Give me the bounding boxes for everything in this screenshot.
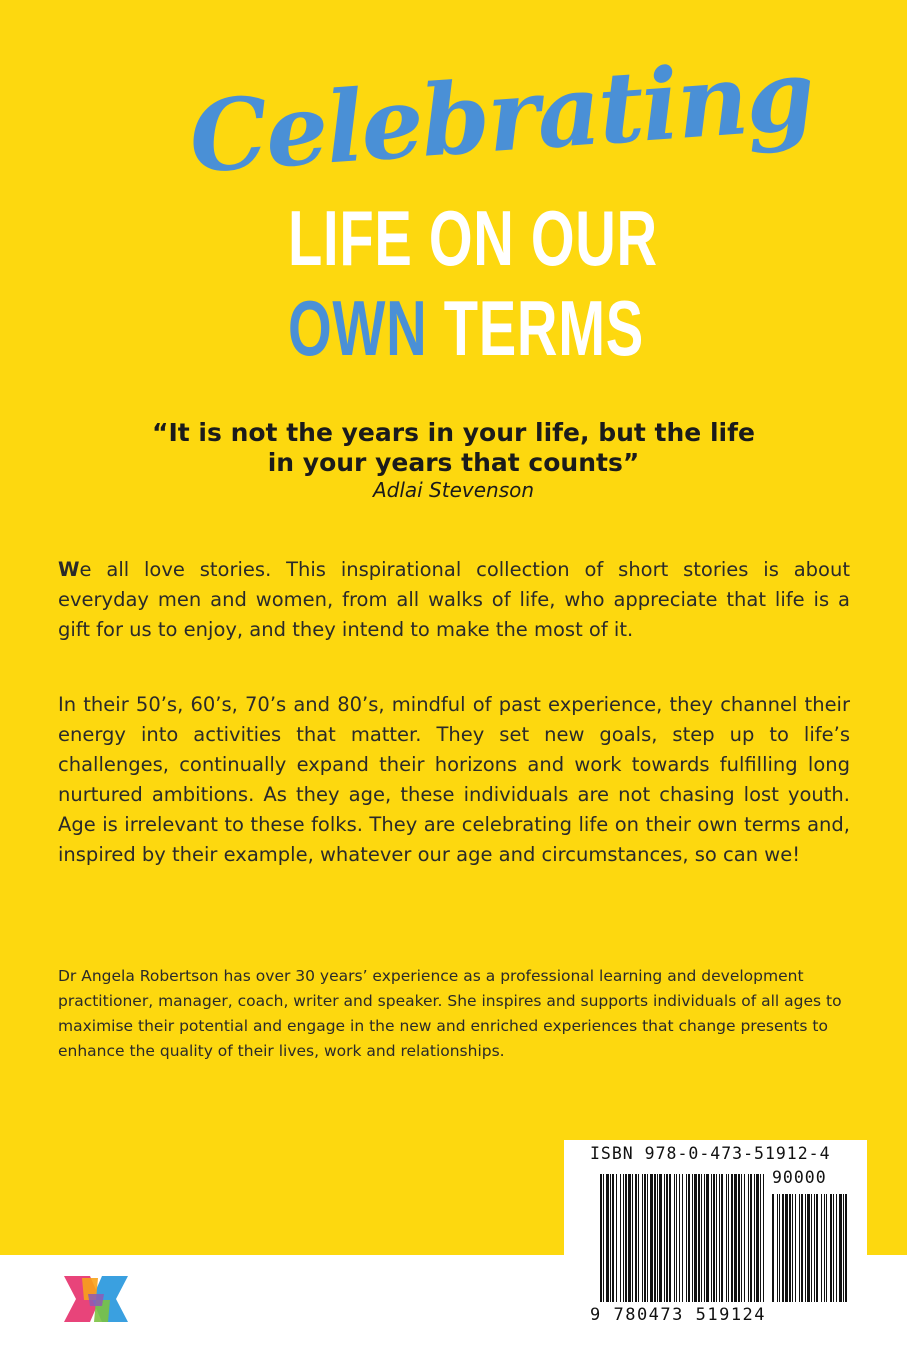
barcode-addon-bar xyxy=(811,1194,812,1302)
barcode-bar xyxy=(706,1174,709,1302)
barcode-addon-bar xyxy=(824,1194,825,1302)
barcode-bar xyxy=(713,1174,715,1302)
barcode-bar xyxy=(669,1174,671,1302)
barcode-bar xyxy=(625,1174,627,1302)
barcode-addon-bar xyxy=(816,1194,818,1302)
publisher-logo-icon xyxy=(60,1272,132,1326)
barcode-bar xyxy=(606,1174,609,1302)
barcode-bar xyxy=(731,1174,733,1302)
title-terms-word: TERMS xyxy=(443,284,644,372)
blurb-paragraph-1-text: e all love stories. This inspirational collection of short stories is about everyday men and women, from all walks of life, who appreciate that life is a gift for us to enjoy, and they intend to make the most of it. xyxy=(58,558,850,641)
barcode-addon-bar xyxy=(801,1194,803,1302)
barcode-bar xyxy=(719,1174,720,1302)
barcode-bar xyxy=(682,1174,683,1302)
barcode-addon-bar xyxy=(826,1194,827,1302)
title-script-word: Celebrating xyxy=(185,37,817,196)
barcode-addon-bar xyxy=(843,1194,844,1302)
barcode-addon-number: 90000 xyxy=(772,1168,827,1187)
barcode-bar xyxy=(704,1174,705,1302)
barcode-bar xyxy=(692,1174,693,1302)
barcode-addon-bar xyxy=(782,1194,784,1302)
barcode-bar xyxy=(616,1174,617,1302)
barcode-bar xyxy=(734,1174,737,1302)
barcode-addon-bar xyxy=(805,1194,806,1302)
barcode-bar xyxy=(638,1174,639,1302)
barcode-bar xyxy=(750,1174,752,1302)
barcode-bar xyxy=(620,1174,621,1302)
barcode-addon-bar xyxy=(833,1194,834,1302)
quote-line-1: “It is not the years in your life, but the life xyxy=(152,418,755,447)
quote-line-2: in your years that counts” xyxy=(267,448,640,477)
barcode-bar xyxy=(635,1174,637,1302)
barcode-addon-bar xyxy=(772,1194,774,1302)
blurb-paragraph-2: In their 50’s, 60’s, 70’s and 80’s, mindful of past experience, they channel their energy into activities that matter. They set new goals, step up to life’s challenges, continually expand their horizons and work towards fulfilling long nurtured ambitions. As they age, these individuals are not chasing lost youth. Age is irrelevant to these folks. They are celebrating life on their own terms and, inspired by their example, whatever our age and circumstances, so can we! xyxy=(58,693,850,866)
blurb-paragraph-1 xyxy=(58,555,850,645)
barcode-bar xyxy=(741,1174,742,1302)
barcode-bar xyxy=(754,1174,755,1302)
barcode-bar xyxy=(694,1174,697,1302)
barcode-addon-bar xyxy=(792,1194,793,1302)
barcode-bars xyxy=(564,1140,867,1330)
barcode-bar xyxy=(756,1174,759,1302)
barcode-bar xyxy=(716,1174,717,1302)
barcode-digits: 9 780473 519124 xyxy=(590,1305,767,1325)
barcode-bar xyxy=(657,1174,658,1302)
barcode-addon-bar xyxy=(830,1194,832,1302)
barcode-bar xyxy=(628,1174,631,1302)
barcode-addon-bar xyxy=(839,1194,842,1302)
barcode-bar xyxy=(686,1174,687,1302)
barcode-bar xyxy=(654,1174,656,1302)
barcode-addon-bar xyxy=(814,1194,815,1302)
barcode-bar xyxy=(659,1174,662,1302)
quote-author: Adlai Stevenson xyxy=(372,478,535,502)
barcode-addon-bar xyxy=(821,1194,822,1302)
barcode-addon-bar xyxy=(789,1194,791,1302)
quote xyxy=(60,418,847,478)
barcode-bar xyxy=(666,1174,668,1302)
isbn-label: ISBN 978-0-473-51912-4 xyxy=(590,1144,831,1163)
barcode-bar xyxy=(647,1174,648,1302)
barcode-bar xyxy=(744,1174,745,1302)
barcode-bar xyxy=(711,1174,712,1302)
barcode-bar xyxy=(701,1174,702,1302)
blurb-initial: W xyxy=(58,558,80,581)
barcode-bar xyxy=(726,1174,727,1302)
barcode-bar xyxy=(664,1174,665,1302)
barcode-bar xyxy=(612,1174,614,1302)
barcode-bar xyxy=(698,1174,700,1302)
barcode-bar xyxy=(632,1174,633,1302)
title-line-2 xyxy=(288,284,644,372)
barcode-addon-bar xyxy=(807,1194,810,1302)
barcode-bar xyxy=(600,1174,602,1302)
barcode-addon-bar xyxy=(779,1194,780,1302)
barcode-bar xyxy=(748,1174,749,1302)
barcode-bar xyxy=(644,1174,646,1302)
barcode-bar xyxy=(650,1174,653,1302)
title-own-word: OWN xyxy=(288,284,428,372)
barcode-bar xyxy=(738,1174,740,1302)
barcode-addon-bar xyxy=(799,1194,800,1302)
barcode-addon-bar xyxy=(785,1194,788,1302)
title-line-1: LIFE ON OUR xyxy=(288,194,658,282)
barcode-bar xyxy=(676,1174,677,1302)
barcode-addon-bar xyxy=(845,1194,847,1302)
barcode-bar xyxy=(688,1174,690,1302)
isbn-barcode xyxy=(564,1140,867,1330)
barcode-addon-bar xyxy=(777,1194,778,1302)
author-bio: Dr Angela Robertson has over 30 years’ experience as a professional learning and development practitioner, manager, coach, writer and speaker. She inspires and supports individuals of all ages to maximise their potential and engage in the new and enriched experiences that change presents to enhance the quality of their lives, work and relationships. xyxy=(58,967,842,1060)
barcode-bar xyxy=(679,1174,680,1302)
barcode-addon-bar xyxy=(795,1194,796,1302)
barcode-bar xyxy=(760,1174,761,1302)
barcode-bar xyxy=(642,1174,643,1302)
barcode-bar xyxy=(763,1174,764,1302)
barcode-bar xyxy=(721,1174,723,1302)
barcode-bar xyxy=(623,1174,624,1302)
barcode-addon-bar xyxy=(836,1194,837,1302)
barcode-bar xyxy=(603,1174,604,1302)
barcode-bar xyxy=(610,1174,611,1302)
barcode-bar xyxy=(674,1174,675,1302)
barcode-bar xyxy=(728,1174,729,1302)
